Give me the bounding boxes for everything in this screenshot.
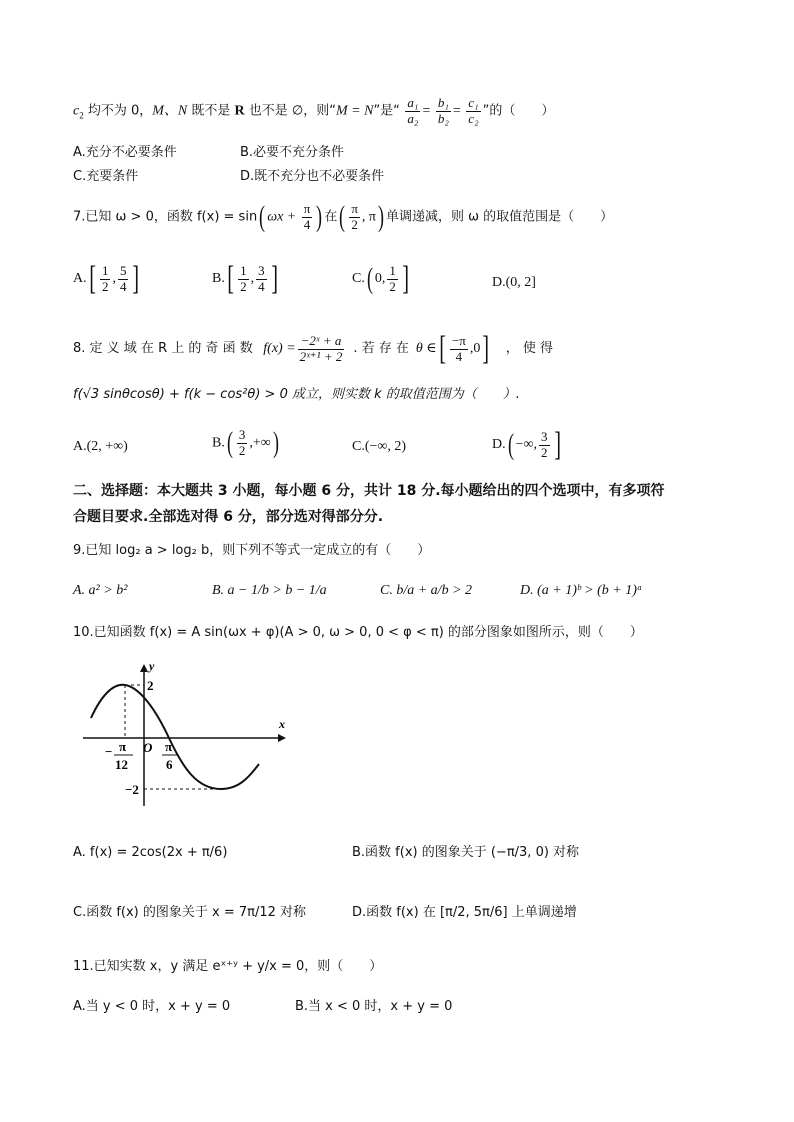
q10-option-b: B.函数 f(x) 的图象关于 (−π/3, 0) 对称 [352,845,580,860]
max-label: 2 [147,678,154,693]
q9-option-a: A. a² > b² [73,583,128,598]
q8-option-c: C.(−∞, 2) [352,439,407,454]
fraction: $\frac{\pi}{2}$ [351,201,358,232]
origin-label: O [143,740,153,755]
xmark2-den: 6 [166,757,173,772]
xmark1-num: π [119,739,127,754]
q6-lead: c [73,103,80,119]
section2-title-line2: 合题目要求.全部选对得 6 分，部分选对得部分分. [73,509,384,525]
xmark2-num: π [165,739,173,754]
q11-stem: 11.已知实数 x，y 满足 eˣ⁺ʸ + y/x = 0，则（ ） [73,959,383,974]
q10-graph [73,656,303,816]
fraction: $\frac{\pi}{4}$ [303,201,311,232]
q6-stem: $c_2$ 均不为 0，M、N 既不是 R 也不是 ∅，则“M = N”是“ $\frac{\text{a₁}}{\text{a₂}}$ = $\frac{\text{b₁}}{\text{b₂}}$ = $\frac{\text{c₁}}{\text{c₂}}$ ”的（ ） [73,95,555,126]
q6-option-a: A.充分不必要条件 [73,145,177,160]
fraction: $\frac{\text{b₁}}{\text{b₂}}$ [437,95,449,126]
y-axis-arrow [140,664,148,672]
q8-stem: 8. 定 义 域 在 R 上 的 奇 函 数 f(x) = $\frac{\text{−2ˣ + a}}{\text{2ˣ⁺¹ + 2}}$ . 若 存 在 θ ∈[ $\frac{-\pi}{4}$ ,0] ， 使 得 [73,330,553,367]
sine-curve [91,685,259,789]
q7-stem: 7.已知 ω > 0，函数 f(x) = sin( ωx + $\frac{\pi}{4}$ ) 在( $\frac{\pi}{2}$ , π) 单调递减，则 ω 的取值范围是（ ） [73,200,614,234]
xmark1-sign: − [105,744,113,759]
q8-option-d: D.( −∞, $\frac{3}{2}$ ] [492,426,561,463]
q6-option-c: C.充要条件 [73,169,139,184]
q11-option-a: A.当 y < 0 时，x + y = 0 [73,999,231,1014]
q7-option-c: C.( 0, $\frac{1}{2}$ ] [352,260,409,297]
q9-option-c: C. b/a + a/b > 2 [380,583,473,598]
q9-option-b: B. a − 1/b > b − 1/a [212,583,327,598]
q6-option-b: B.必要不充分条件 [240,145,345,160]
q7-option-b: B.[ $\frac{1}{2}$ , $\frac{3}{4}$ ] [212,260,278,297]
section2-title: 二、选择题：本大题共 3 小题，每小题 6 分，共计 18 分.每小题给出的四个选项中，有多项符 [73,483,665,499]
q8-option-b: B.( $\frac{3}{2}$ ,+∞) [212,426,279,460]
xmark1-den: 12 [115,757,128,772]
q6-option-d: D.既不充分也不必要条件 [240,169,385,184]
fraction: $\frac{\text{a₁}}{\text{a₂}}$ [407,95,419,126]
x-axis-arrow [278,734,286,742]
q7-option-d: D.(0, 2] [492,275,536,290]
y-axis-label: y [149,659,155,673]
q10-option-d: D.函数 f(x) 在 [π/2, 5π/6] 上单调递增 [352,905,577,920]
q7-option-a: A.[ $\frac{1}{2}$ , $\frac{5}{4}$ ] [73,260,140,297]
x-axis-label: x [279,717,285,731]
min-label: −2 [125,782,139,797]
q9-stem: 9.已知 log₂ a > log₂ b，则下列不等式一定成立的有（ ） [73,543,431,558]
q9-option-d: D. (a + 1)ᵇ > (b + 1)ᵃ [520,583,643,598]
q11-option-b: B.当 x < 0 时，x + y = 0 [295,999,453,1014]
q10-stem: 10.已知函数 f(x) = A sin(ωx + φ)(A > 0, ω > 0, 0 < φ < π) 的部分图象如图所示，则（ ） [73,625,643,640]
q8-option-a: A.(2, +∞) [73,439,128,454]
q8-stem-line2: f(√3 sinθcosθ) + f(k − cos²θ) > 0 成立，则实数 k 的取值范围为（ ）. [73,387,520,402]
q10-option-c: C.函数 f(x) 的图象关于 x = 7π/12 对称 [73,905,307,920]
q10-option-a: A. f(x) = 2cos(2x + π/6) [73,845,228,860]
fraction: $\frac{\text{−2ˣ + a}}{\text{2ˣ⁺¹ + 2}}$ [299,332,343,364]
fraction: $\frac{\text{c₁}}{\text{c₂}}$ [468,95,479,126]
